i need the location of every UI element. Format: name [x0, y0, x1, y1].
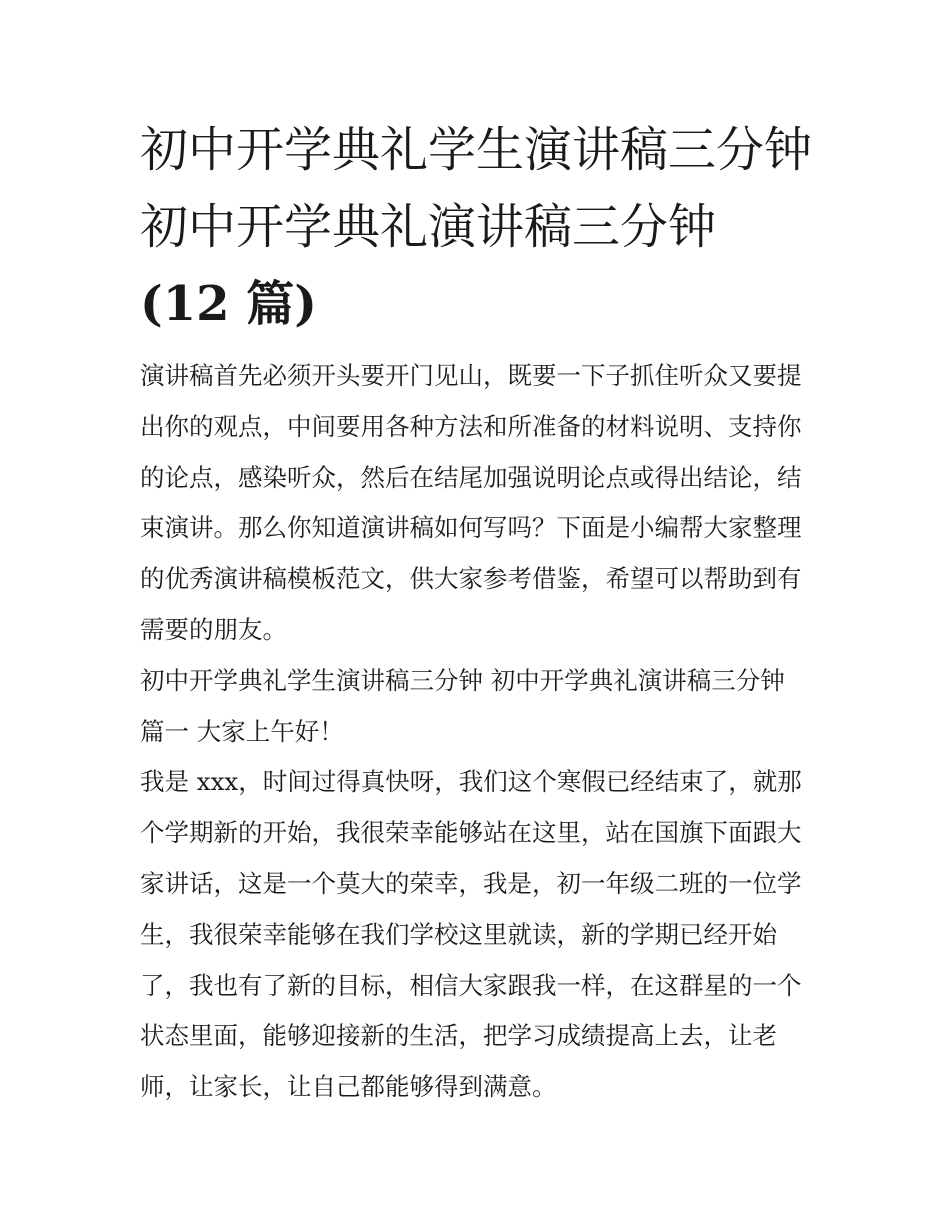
document-body: [140, 351, 812, 1113]
section-heading: 初中开学典礼学生演讲稿三分钟 初中开学典礼演讲稿三分钟: [140, 665, 785, 695]
title-text: 初中开学典礼学生演讲稿三分钟 初中开学典礼演讲稿三分钟: [140, 122, 813, 255]
intro-paragraph: 演讲稿首先必须开头要开门见山，既要一下子抓住听众又要提出你的观点，中间要用各种方法和所准备的材料说明、支持你的论点，感染听众，然后在结尾加强说明论点或得出结论，结束演讲。那么你知道演讲稿如何写吗？下面是小编帮大家整理的优秀演讲稿模板范文，供大家参考借鉴，希望可以帮助到有需要的朋友。: [140, 361, 802, 644]
greeting-paragraph: 篇一 大家上午好！: [140, 716, 344, 746]
title-count: (12 篇): [140, 276, 317, 332]
speech-paragraph: 我是 xxx，时间过得真快呀，我们这个寒假已经结束了，就那个学期新的开始，我很荣幸能够站在这里，站在国旗下面跟大家讲话，这是一个莫大的荣幸，我是，初一年级二班的一位学生，我很荣幸能够在我们学校这里就读，新的学期已经开始了，我也有了新的目标，相信大家跟我一样，在这群星的一个状态里面，能够迎接新的生活，把学习成绩提高上去，让老师，让家长，让自己都能够得到满意。: [140, 767, 802, 1102]
document-title: [140, 112, 820, 343]
